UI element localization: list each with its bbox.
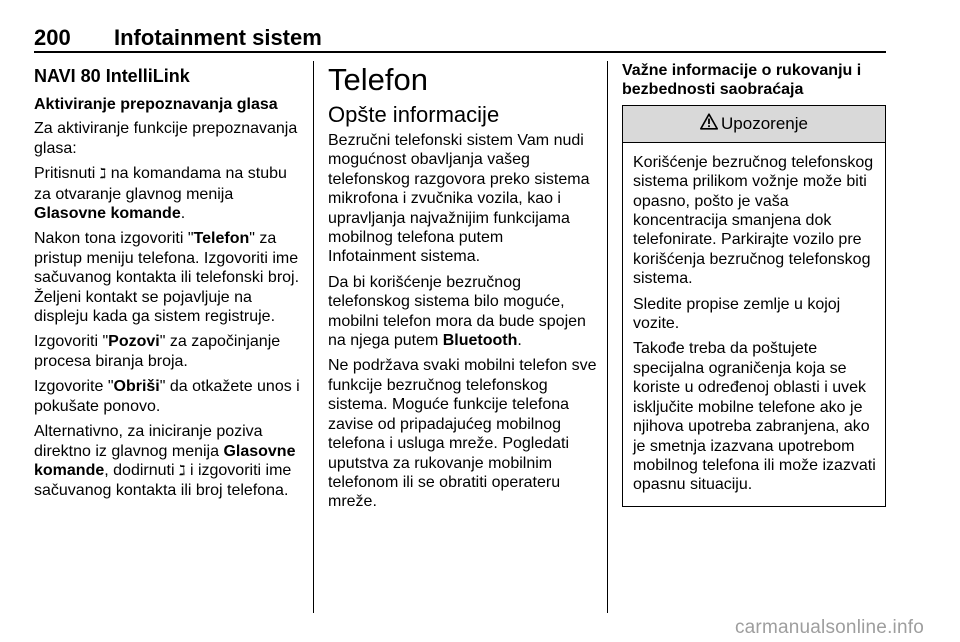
subheading-general-info: Opšte informacije [328,102,500,127]
page-header [34,26,886,50]
column-divider-2 [607,61,608,613]
paragraph-bluetooth: Da bi korišćenje bezručnog telefonskog sistema bilo moguće, mobilni telefon mora da bude spojen na njega putem Bluetooth. [328,273,586,350]
warning-label: Upozorenje [721,113,808,133]
warning-paragraph-2: Sledite propise zemlje u kojoj vozite. [633,295,841,333]
voice-icon: ℷ [178,462,186,479]
menu-name-bold: Glasovne komande [34,205,181,223]
section-heading: NAVI 80 IntelliLink [34,66,190,86]
warning-paragraph-1: Korišćenje bezručnog telefonskog sistema prilikom vožnje može biti opasno, pošto je vaša koncentracija smanjena dok telefonirate. Parkirajte vozilo pre korišćenja bezručnog telefonskog sistema. [633,153,874,288]
voice-icon: ℷ [99,166,107,183]
paragraph-3: Nakon tona izgovoriti "Telefon" za pristup meniju telefona. Izgovoriti ime sačuvanog kontakta ili telefonski broj. Željeni kontakt se pojavljuje na displeju kada ga sistem registruje. [34,230,300,326]
column-1 [34,61,304,507]
column-3 [622,61,887,507]
watermark: carmanualsonline.info [734,617,924,638]
page-number: 200 [34,25,71,50]
paragraph-4: Izgovoriti "Pozovi" za započinjanje procesa biranja broja. [34,333,281,370]
column-divider-1 [313,61,314,613]
warning-paragraph-3: Takođe treba da poštujete specijalna ograničenja koja se koriste u određenoj oblasti i uvek isključite mobilne telefone ako je njihova upotreba zabranjena, ako je smetnja izazvana upotrebom mobilnog telefona ili može izazvati opasnu situaciju. [633,340,876,494]
paragraph-1: Za aktiviranje funkcije prepoznavanja glasa: [34,120,298,157]
chapter-heading-telefon: Telefon [328,62,428,97]
paragraph-6: Alternativno, za iniciranje poziva direktno iz glavnog menija Glasovne komande, dodirnuti ℷ i izgovoriti ime sačuvanog kontakta ili broj telefona. [34,423,296,500]
column-2 [328,61,597,518]
paragraph-5: Izgovorite "Obriši" da otkažete unos i pokušate ponovo. [34,378,300,415]
paragraph-support: Ne podržava svaki mobilni telefon sve funkcije bezručnog telefonskog sistema. Moguće funkcije telefona zavise od pripadajućeg mobilnog telefona i usluga mreže. Pogledati uputstva za rukovanje mobilnim telefonom ili se obratiti operateru mreže. [328,357,597,511]
subheading-voice: Aktiviranje prepoznavanja glasa [34,96,278,113]
warning-triangle-icon [700,113,718,135]
paragraph-intro: Bezručni telefonski sistem Vam nudi mogućnost obavljanja vašeg telefonskog razgovora preko sistema mikrofona i zvučnika vozila, kao i upravljanja najvažnijim funkcijama mobilnog telefona putem Infotainment sistema. [328,132,590,266]
paragraph-2: Pritisnuti ℷ na komandama na stubu za otvaranje glavnog menija Glasovne komande. [34,165,287,223]
warning-body [623,143,885,506]
chapter-title: Infotainment sistem [114,25,322,50]
safety-heading: Važne informacije o rukovanju i bezbednosti saobraćaja [622,62,862,99]
header-rule [34,51,886,53]
warning-box [622,105,886,507]
warning-header [623,106,885,143]
